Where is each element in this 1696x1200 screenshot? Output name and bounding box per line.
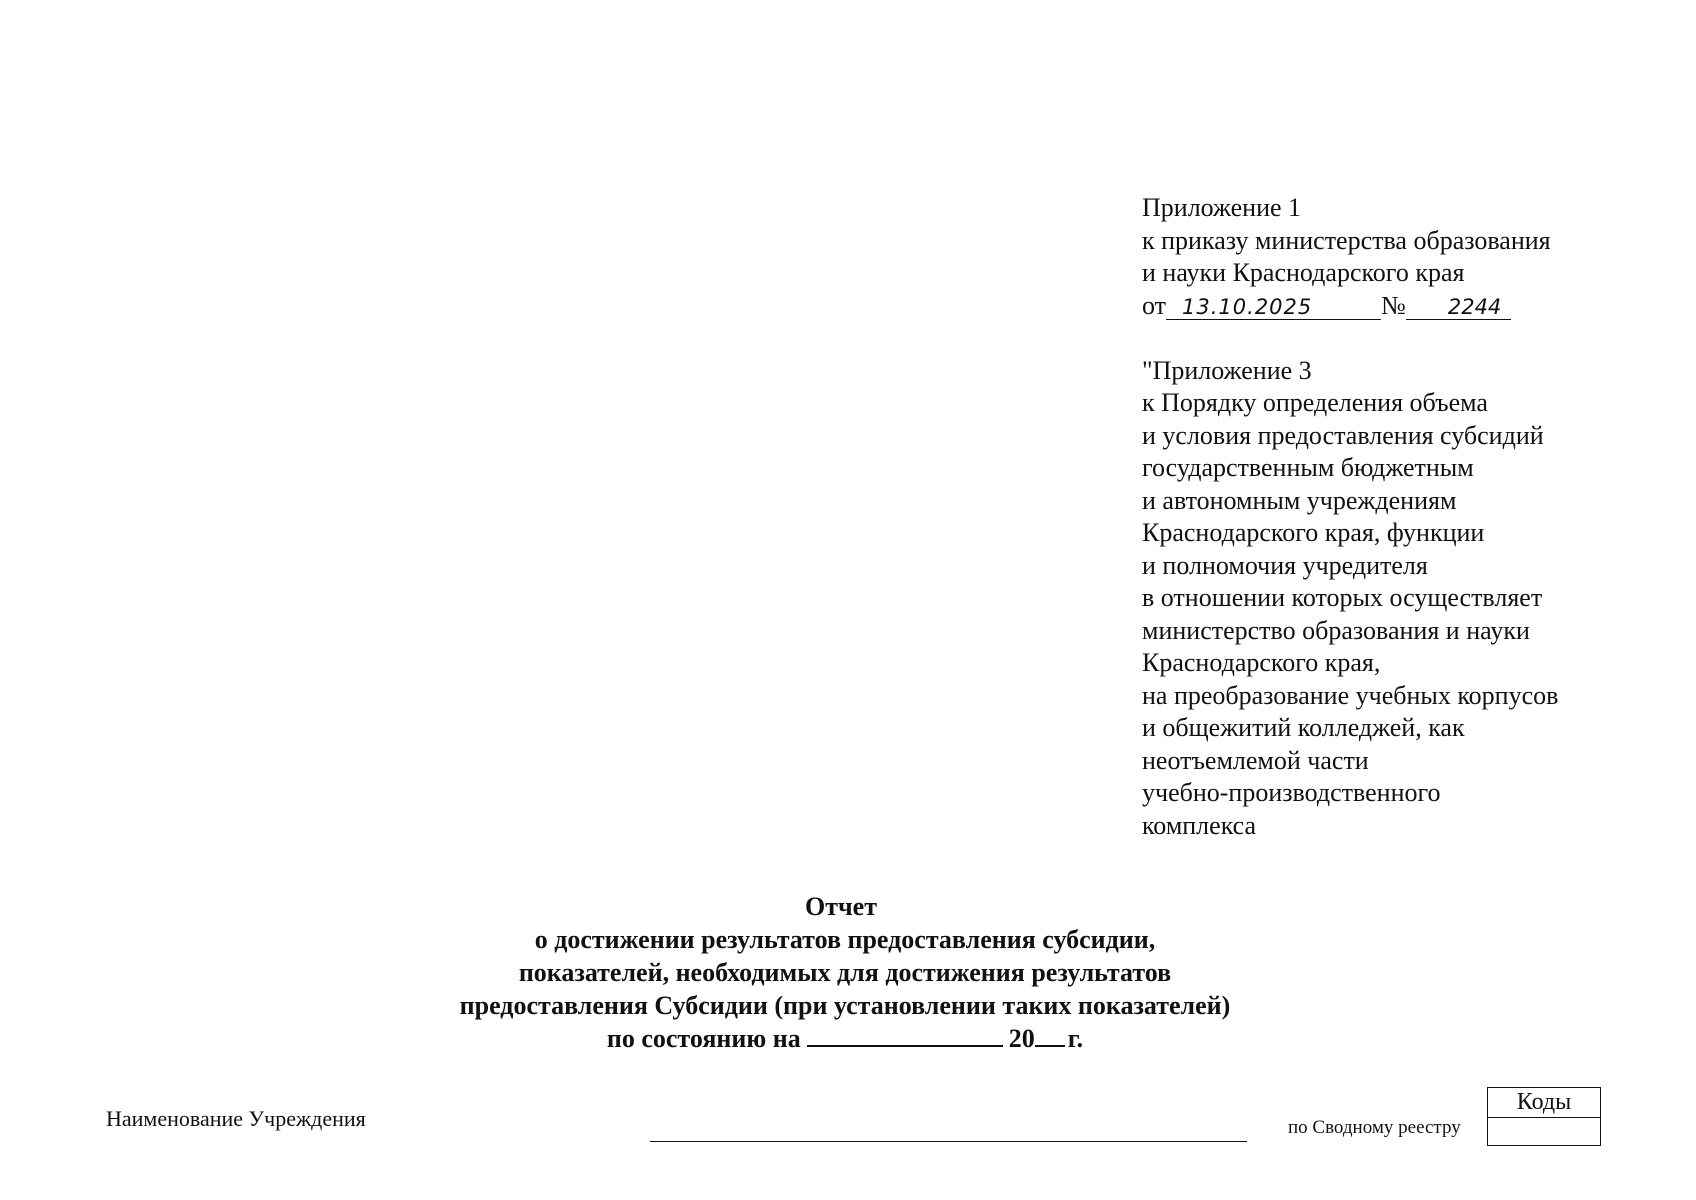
institution-name-label: Наименование Учреждения xyxy=(106,1106,366,1131)
registry-label: по Сводному реестру xyxy=(1288,1117,1461,1138)
appendix-3-line-5: и автономным учреждениям xyxy=(1142,485,1457,515)
appendix-3-line-15: комплекса xyxy=(1142,810,1257,840)
appendix-3-line-10: Краснодарского края, xyxy=(1142,648,1381,677)
codes-header: Коды xyxy=(1488,1088,1600,1118)
report-title-line-4: предоставления Субсидии (при установлении таких показателей) xyxy=(459,991,1231,1020)
institution-name-blank[interactable] xyxy=(650,1141,1247,1142)
order-number-handwritten: 2244 xyxy=(1406,295,1511,320)
appendix-3-line-7: и полномочия учредителя xyxy=(1142,550,1428,580)
report-year-suffix: г. xyxy=(1067,1024,1084,1053)
appendix-3-line-13: неотъемлемой части xyxy=(1142,745,1369,775)
order-number-sign: № xyxy=(1381,290,1406,320)
codes-table xyxy=(1487,1087,1601,1146)
spacer xyxy=(1142,322,1558,355)
report-year-blank[interactable] xyxy=(1035,1025,1065,1047)
report-title-line-2: о достижении результатов предоставления субсидии, xyxy=(534,925,1156,954)
report-date-line xyxy=(0,1022,1690,1055)
appendix-1-ref-line-2: и науки Краснодарского края xyxy=(1142,258,1465,287)
appendix-3-line-8: в отношении которых осуществляет xyxy=(1142,583,1543,612)
appendix-1-ref-line-1: к приказу министерства образования xyxy=(1142,225,1551,255)
report-date-blank[interactable] xyxy=(807,1025,1003,1047)
appendix-3-line-12: и общежитий колледжей, как xyxy=(1142,713,1465,742)
order-prefix: от xyxy=(1142,290,1167,320)
report-title-heading: Отчет xyxy=(805,892,877,921)
appendix-3-line-6: Краснодарского края, функции xyxy=(1142,518,1485,547)
codes-registry-cell[interactable] xyxy=(1488,1118,1600,1145)
appendix-3-line-14: учебно-производственного xyxy=(1142,778,1441,807)
appendix-3-line-9: министерство образования и науки xyxy=(1142,615,1530,645)
order-date-handwritten: 13.10.2025 xyxy=(1166,295,1381,320)
appendix-block xyxy=(1142,192,1558,842)
report-date-prefix: по состоянию на xyxy=(606,1024,801,1053)
order-reference xyxy=(1142,290,1558,323)
appendix-3-line-4: государственным бюджетным xyxy=(1142,453,1474,482)
appendix-3-line-2: к Порядку определения объема xyxy=(1142,388,1488,417)
report-title-line-3: показателей, необходимых для достижения результатов xyxy=(518,958,1172,987)
report-title xyxy=(0,890,1696,1055)
appendix-3-line-3: и условия предоставления субсидий xyxy=(1142,420,1544,450)
appendix-1-title: Приложение 1 xyxy=(1142,193,1302,222)
appendix-3-line-11: на преобразование учебных корпусов xyxy=(1142,680,1559,710)
report-year-prefix: 20 xyxy=(1008,1024,1035,1053)
appendix-3-line-1: "Приложение 3 xyxy=(1142,355,1312,385)
